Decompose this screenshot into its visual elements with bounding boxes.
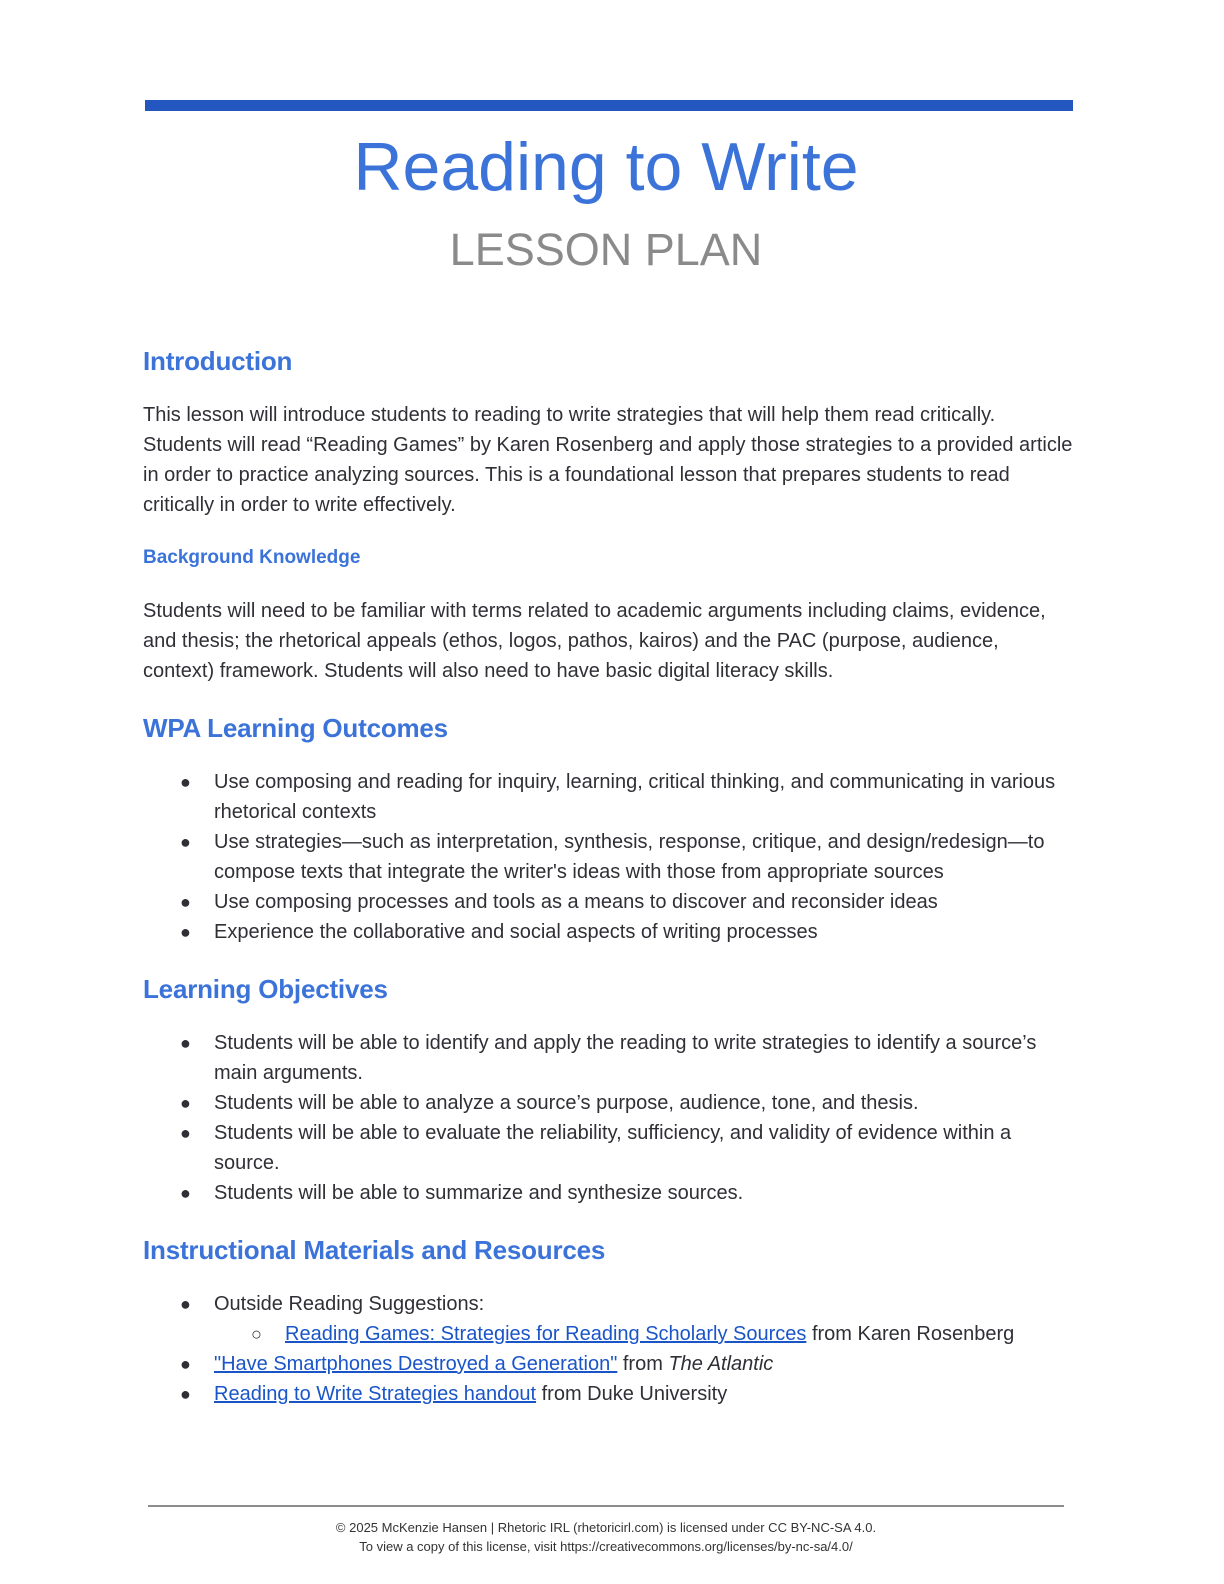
footer-license: © 2025 McKenzie Hansen | Rhetoric IRL (rhetoricirl.com) is licensed under CC BY-NC-SA 4.0. — [335, 1520, 877, 1535]
footer-rule — [148, 1505, 1064, 1507]
smartphones-article-link[interactable]: "Have Smartphones Destroyed a Generation" — [214, 1353, 618, 1375]
header-rule — [145, 100, 1073, 111]
list-item: ● Students will be able to analyze a source’s purpose, audience, tone, and thesis. — [143, 1088, 1073, 1118]
list-item: ● Students will be able to evaluate the reliability, sufficiency, and validity of evidence within a source. — [143, 1118, 1073, 1178]
list-item: ● Reading to Write Strategies handout from Duke University — [143, 1379, 1073, 1409]
objectives-heading: Learning Objectives — [143, 974, 388, 1004]
background-heading: Background Knowledge — [143, 547, 361, 568]
bullet-icon: ● — [180, 1294, 191, 1314]
list-item: ● Experience the collaborative and social aspects of writing processes — [143, 917, 1073, 947]
list-item: ● Use strategies—such as interpretation, synthesis, response, critique, and design/redesign—to compose texts that integrate the writer's ideas with those from appropriate sources — [143, 827, 1073, 887]
bullet-icon: ● — [180, 772, 191, 792]
introduction-text: This lesson will introduce students to reading to write strategies that will help them read critically. Students will read “Reading Games” by Karen Rosenberg and apply those strategies to a provided article in order to practice analyzing sources. This is a foundational lesson that prepares students to read critically in order to write effectively. — [143, 404, 1073, 516]
bullet-icon: ● — [180, 1384, 191, 1404]
strategies-handout-link[interactable]: Reading to Write Strategies handout — [214, 1383, 537, 1405]
outside-reading-label: Outside Reading Suggestions: — [214, 1293, 485, 1315]
bullet-icon: ● — [180, 1183, 191, 1203]
bullet-icon: ● — [180, 832, 191, 852]
list-item: ○ Reading Games: Strategies for Reading Scholarly Sources from Karen Rosenberg — [143, 1319, 1073, 1349]
list-item: ● Use composing and reading for inquiry, learning, critical thinking, and communicating in various rhetorical contexts — [143, 767, 1073, 827]
list-item: ● Students will be able to summarize and synthesize sources. — [143, 1178, 1073, 1208]
page-subtitle: LESSON PLAN — [449, 224, 763, 275]
bullet-icon: ● — [180, 1033, 191, 1053]
list-item: ● "Have Smartphones Destroyed a Generation" from The Atlantic — [143, 1349, 1073, 1379]
bullet-icon: ● — [180, 892, 191, 912]
reading-games-link[interactable]: Reading Games: Strategies for Reading Scholarly Sources — [285, 1323, 807, 1345]
materials-heading: Instructional Materials and Resources — [143, 1235, 606, 1265]
materials-list — [143, 1289, 1073, 1409]
bullet-icon: ● — [180, 1354, 191, 1374]
bullet-icon: ● — [180, 1093, 191, 1113]
outcomes-heading: WPA Learning Outcomes — [143, 713, 448, 743]
document-body — [143, 343, 1073, 1409]
list-item: ● Use composing processes and tools as a means to discover and reconsider ideas — [143, 887, 1073, 917]
page-title: Reading to Write — [353, 129, 859, 205]
list-item: ● Students will be able to identify and apply the reading to write strategies to identify a source’s main arguments. — [143, 1028, 1073, 1088]
publication-name: The Atlantic — [668, 1353, 774, 1375]
list-item — [143, 1289, 1073, 1319]
outcomes-list — [143, 767, 1073, 947]
sub-bullet-icon: ○ — [251, 1324, 262, 1344]
bullet-icon: ● — [180, 1123, 191, 1143]
introduction-heading: Introduction — [143, 346, 293, 376]
objectives-list — [143, 1028, 1073, 1208]
footer-license-link: To view a copy of this license, visit https://creativecommons.org/licenses/by-nc-sa/4.0/ — [359, 1539, 853, 1554]
background-text: Students will need to be familiar with terms related to academic arguments including claims, evidence, and thesis; the rhetorical appeals (ethos, logos, pathos, kairos) and the PAC (purpose, audience, context) framework. Students will also need to have basic digital literacy skills. — [143, 600, 1046, 682]
bullet-icon: ● — [180, 922, 191, 942]
